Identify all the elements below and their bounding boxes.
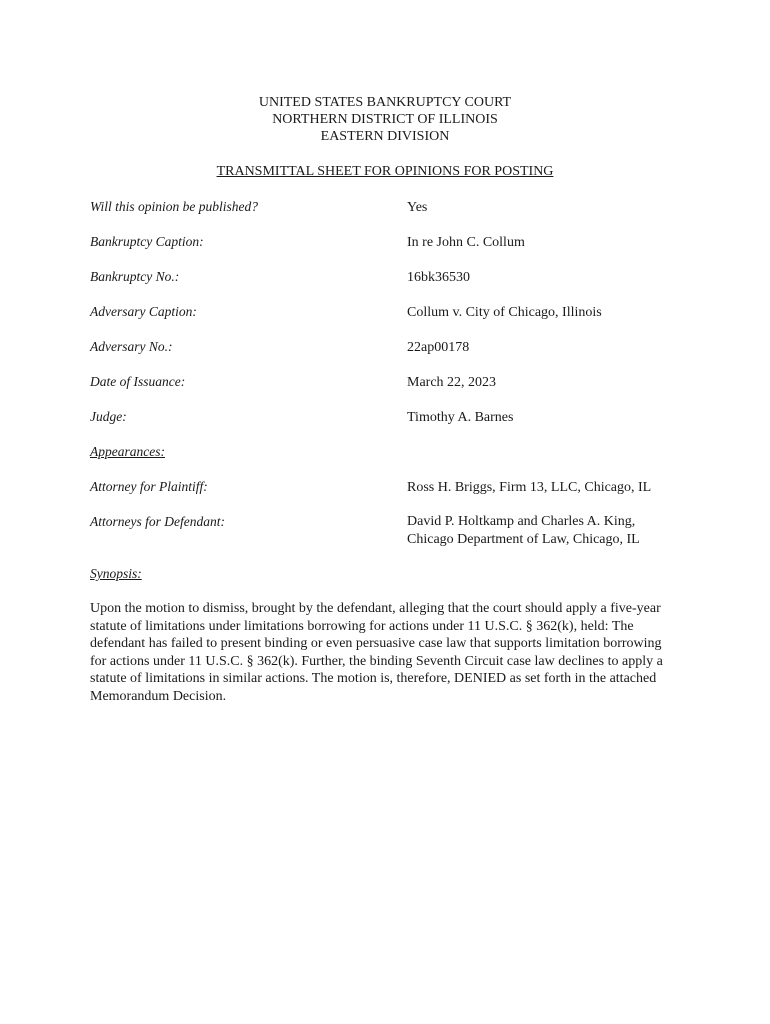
court-header <box>0 94 770 145</box>
court-division: EASTERN DIVISION <box>320 129 450 144</box>
field-value-date-of-issuance: March 22, 2023 <box>407 375 497 390</box>
synopsis-body: Upon the motion to dismiss, brought by the defendant, alleging that the court should apply a five-year statute of limitations under limitations borrowing for actions under 11 U.S.C. § 362(k), held: The defendant has failed to present binding or even persuasive case law that supports limitation borrowing for actions under 11 U.S.C. § 362(k). Further, the binding Seventh Circuit case law declines to apply a statute of limitations in similar actions. The motion is, therefore, DENIED as set forth in the attached Memorandum Decision. <box>90 601 663 704</box>
field-value-adversary-no: 22ap00178 <box>407 340 470 355</box>
field-value-adversary-caption: Collum v. City of Chicago, Illinois <box>407 305 602 320</box>
defendant-attorney-line-1: David P. Holtkamp and Charles A. King, <box>407 514 636 529</box>
court-district: NORTHERN DISTRICT OF ILLINOIS <box>272 112 498 127</box>
plaintiff-attorney-value: Ross H. Briggs, Firm 13, LLC, Chicago, IL <box>407 480 652 495</box>
field-label-adversary-no: Adversary No.: <box>90 339 173 354</box>
defendant-attorney-line-2: Chicago Department of Law, Chicago, IL <box>407 532 640 547</box>
field-label-published: Will this opinion be published? <box>90 199 258 214</box>
field-value-bankruptcy-caption: In re John C. Collum <box>407 235 525 250</box>
field-label-date-of-issuance: Date of Issuance: <box>90 374 186 389</box>
defendant-attorney-label: Attorneys for Defendant: <box>90 514 225 529</box>
synopsis-heading: Synopsis: <box>90 566 142 581</box>
appearances-heading: Appearances: <box>90 444 165 459</box>
plaintiff-attorney-label: Attorney for Plaintiff: <box>90 479 208 494</box>
field-value-published: Yes <box>407 200 428 215</box>
court-name: UNITED STATES BANKRUPTCY COURT <box>258 95 512 110</box>
field-label-adversary-caption: Adversary Caption: <box>90 304 197 319</box>
field-value-bankruptcy-no: 16bk36530 <box>407 270 470 285</box>
defendant-attorney-value <box>407 513 640 549</box>
field-label-bankruptcy-no: Bankruptcy No.: <box>90 269 180 284</box>
field-value-judge: Timothy A. Barnes <box>407 410 514 425</box>
field-label-judge: Judge: <box>90 409 127 424</box>
document-title: TRANSMITTAL SHEET FOR OPINIONS FOR POSTING <box>216 164 554 179</box>
field-label-bankruptcy-caption: Bankruptcy Caption: <box>90 234 204 249</box>
